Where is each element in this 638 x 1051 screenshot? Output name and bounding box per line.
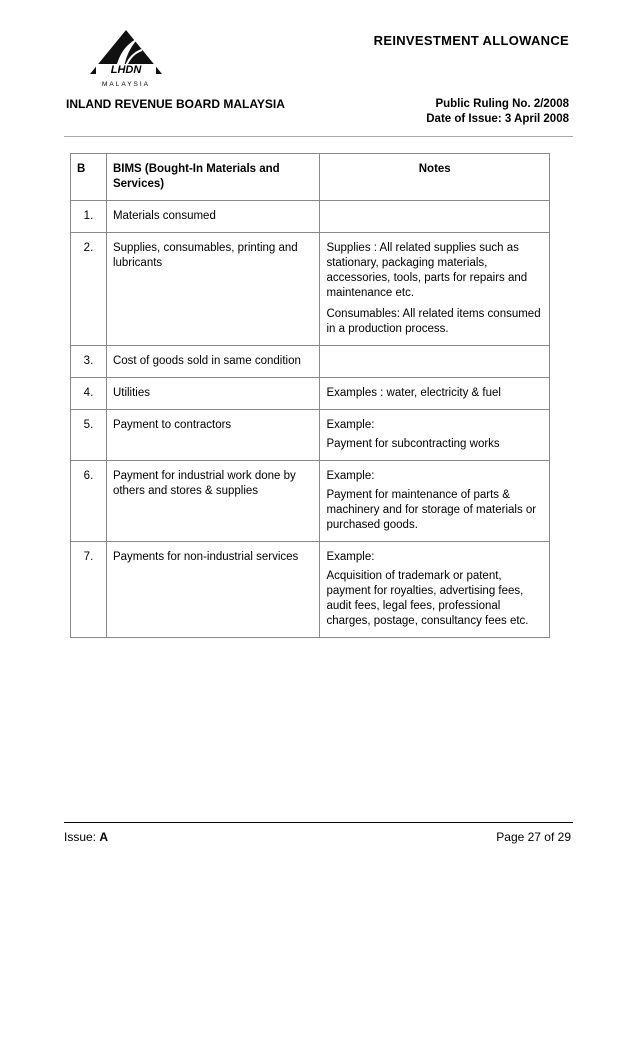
svg-text:MALAYSIA: MALAYSIA bbox=[101, 81, 151, 88]
board-name: INLAND REVENUE BOARD MALAYSIA bbox=[66, 97, 285, 111]
row-item: Cost of goods sold in same condition bbox=[106, 346, 320, 378]
note-text: Consumables: All related items consumed in a production process. bbox=[326, 308, 541, 335]
issue-label: Issue: bbox=[64, 830, 100, 844]
row-number: 7. bbox=[71, 542, 107, 638]
page-number: Page 27 of 29 bbox=[496, 830, 571, 844]
lhdn-logo bbox=[86, 28, 166, 92]
row-item: Payment to contractors bbox=[106, 410, 320, 461]
table-row bbox=[71, 233, 550, 346]
row-item: Payments for non-industrial services bbox=[106, 542, 320, 638]
footer-issue bbox=[64, 830, 108, 844]
note-text: Examples : water, electricity & fuel bbox=[326, 387, 501, 399]
document-title: REINVESTMENT ALLOWANCE bbox=[373, 33, 569, 48]
header-item: BIMS (Bought-In Materials and Services) bbox=[106, 154, 320, 201]
note-text: Acquisition of trademark or patent, payment for royalties, advertising fees, audit fees, legal fees, professional charges, postage, consultancy fees etc. bbox=[326, 570, 529, 627]
note-label: Example: bbox=[326, 419, 375, 431]
header-code: B bbox=[71, 154, 107, 201]
row-notes bbox=[320, 233, 550, 346]
table-row bbox=[71, 378, 550, 410]
note-text: Supplies : All related supplies such as stationary, packaging materials, accessories, tools, parts for repairs and maintenance etc. bbox=[326, 242, 528, 299]
row-notes bbox=[320, 410, 550, 461]
ruling-info bbox=[426, 97, 569, 127]
row-notes bbox=[320, 346, 550, 378]
table-row bbox=[71, 461, 550, 542]
row-number: 1. bbox=[71, 201, 107, 233]
note-label: Example: bbox=[326, 551, 375, 563]
row-number: 3. bbox=[71, 346, 107, 378]
issue-date: Date of Issue: 3 April 2008 bbox=[426, 113, 569, 125]
bims-table bbox=[70, 153, 550, 638]
row-notes bbox=[320, 201, 550, 233]
table-row bbox=[71, 410, 550, 461]
row-item: Supplies, consumables, printing and lubricants bbox=[106, 233, 320, 346]
row-notes bbox=[320, 461, 550, 542]
row-number: 5. bbox=[71, 410, 107, 461]
row-item: Payment for industrial work done by others and stores & supplies bbox=[106, 461, 320, 542]
row-notes bbox=[320, 542, 550, 638]
ruling-number: Public Ruling No. 2/2008 bbox=[435, 98, 569, 110]
footer-divider bbox=[64, 822, 573, 823]
row-number: 2. bbox=[71, 233, 107, 346]
table-row bbox=[71, 346, 550, 378]
table-header-row bbox=[71, 154, 550, 201]
note-label: Example: bbox=[326, 470, 375, 482]
row-notes bbox=[320, 378, 550, 410]
row-number: 4. bbox=[71, 378, 107, 410]
header-divider bbox=[64, 136, 573, 137]
note-text: Payment for subcontracting works bbox=[326, 438, 500, 450]
header-notes: Notes bbox=[320, 154, 550, 201]
note-text: Payment for maintenance of parts & machinery and for storage of materials or purchased goods. bbox=[326, 489, 537, 531]
issue-value: A bbox=[99, 830, 109, 844]
table-row bbox=[71, 201, 550, 233]
table-row bbox=[71, 542, 550, 638]
row-item: Utilities bbox=[106, 378, 320, 410]
row-item: Materials consumed bbox=[106, 201, 320, 233]
row-number: 6. bbox=[71, 461, 107, 542]
svg-text:LHDN: LHDN bbox=[110, 64, 142, 76]
